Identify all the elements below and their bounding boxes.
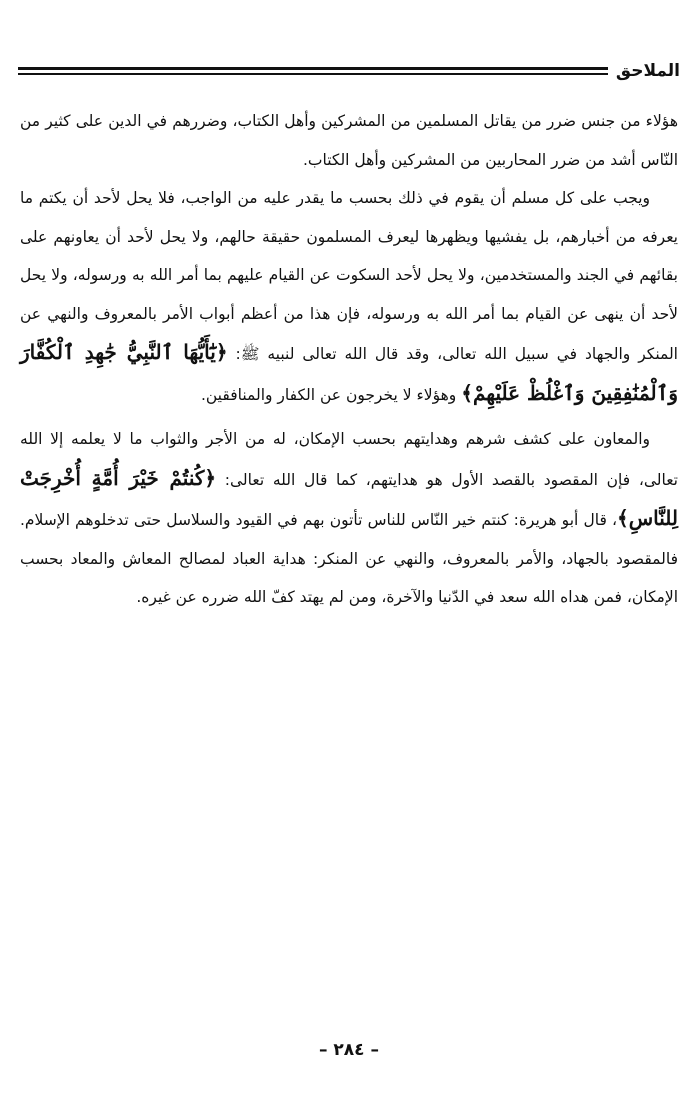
running-header xyxy=(18,56,680,86)
quran-verse: ﴿كُنتُمْ خَيْرَ أُمَّةٍ أُخْرِجَتْ لِلنَّاسِ﴾ xyxy=(20,465,678,530)
body-text xyxy=(20,102,678,617)
paragraph-3 xyxy=(20,420,678,617)
paragraph-text: وهؤلاء لا يخرجون عن الكفار والمنافقين. xyxy=(200,385,462,404)
paragraph-text: هؤلاء من جنس ضرر من يقاتل المسلمين من المشركين وأهل الكتاب، وضررهم في الدين على كثير من النّاس أشد من ضرر المحاربين من المشركين وأهل الكتاب. xyxy=(20,112,678,169)
paragraph-text: والمعاون على كشف شرهم وهدايتهم بحسب الإمكان، له من الأجر والثواب ما لا يعلمه إلا الله تعالى، فإن المقصود بالقصد الأول هو هدايتهم، كما قال الله تعالى: xyxy=(20,430,678,489)
paragraph-text: ويجب على كل مسلم أن يقوم في ذلك بحسب ما يقدر عليه من الواجب، فلا يحل لأحد أن يكتم ما يعرفه من أخبارهم، بل يفشيها ويظهرها ليعرف المسلمون حقيقة حالهم، ولا يحل لأحد أن يعاونهم على بقائهم في الجند والمستخدمين، ولا يحل لأحد السكوت عن القيام عليهم بما أمر الله به ورسوله، ولا يحل لأحد أن ينهى عن القيام بما أمر الله به ورسوله، فإن هذا من أعظم أبواب الأمر بالمعروف والنهي عن المنكر والجهاد في سبيل الله تعالى، وقد قال الله تعالى لنبيه ﷺ: xyxy=(20,189,678,363)
header-title: الملاحق xyxy=(615,61,680,81)
paragraph-1 xyxy=(20,102,678,179)
page-number: – ٢٨٤ – xyxy=(319,1040,379,1060)
paragraph-text: ، قال أبو هريرة: كنتم خير النّاس للناس تأتون بهم في القيود والسلاسل حتى تدخلوهم الإسلام. فالمقصود بالجهاد، والأمر بالمعروف، والنهي عن المنكر: هداية العباد لمصالح المعاش والمعاد بحسب الإمكان، فمن هداه الله سعد في الدّنيا والآخرة، ومن لم يهتد كفّ الله ضرره عن غيره. xyxy=(20,511,678,606)
quran-verse: ﴿يَٰٓأَيُّهَا ٱلنَّبِيُّ جَٰهِدِ ٱلْكُفَّارَ وَٱلْمُنَٰفِقِينَ وَٱغْلُظْ عَلَيْهِمْ﴾ xyxy=(20,340,678,405)
paragraph-2 xyxy=(20,179,678,414)
header-double-rule xyxy=(18,67,608,75)
